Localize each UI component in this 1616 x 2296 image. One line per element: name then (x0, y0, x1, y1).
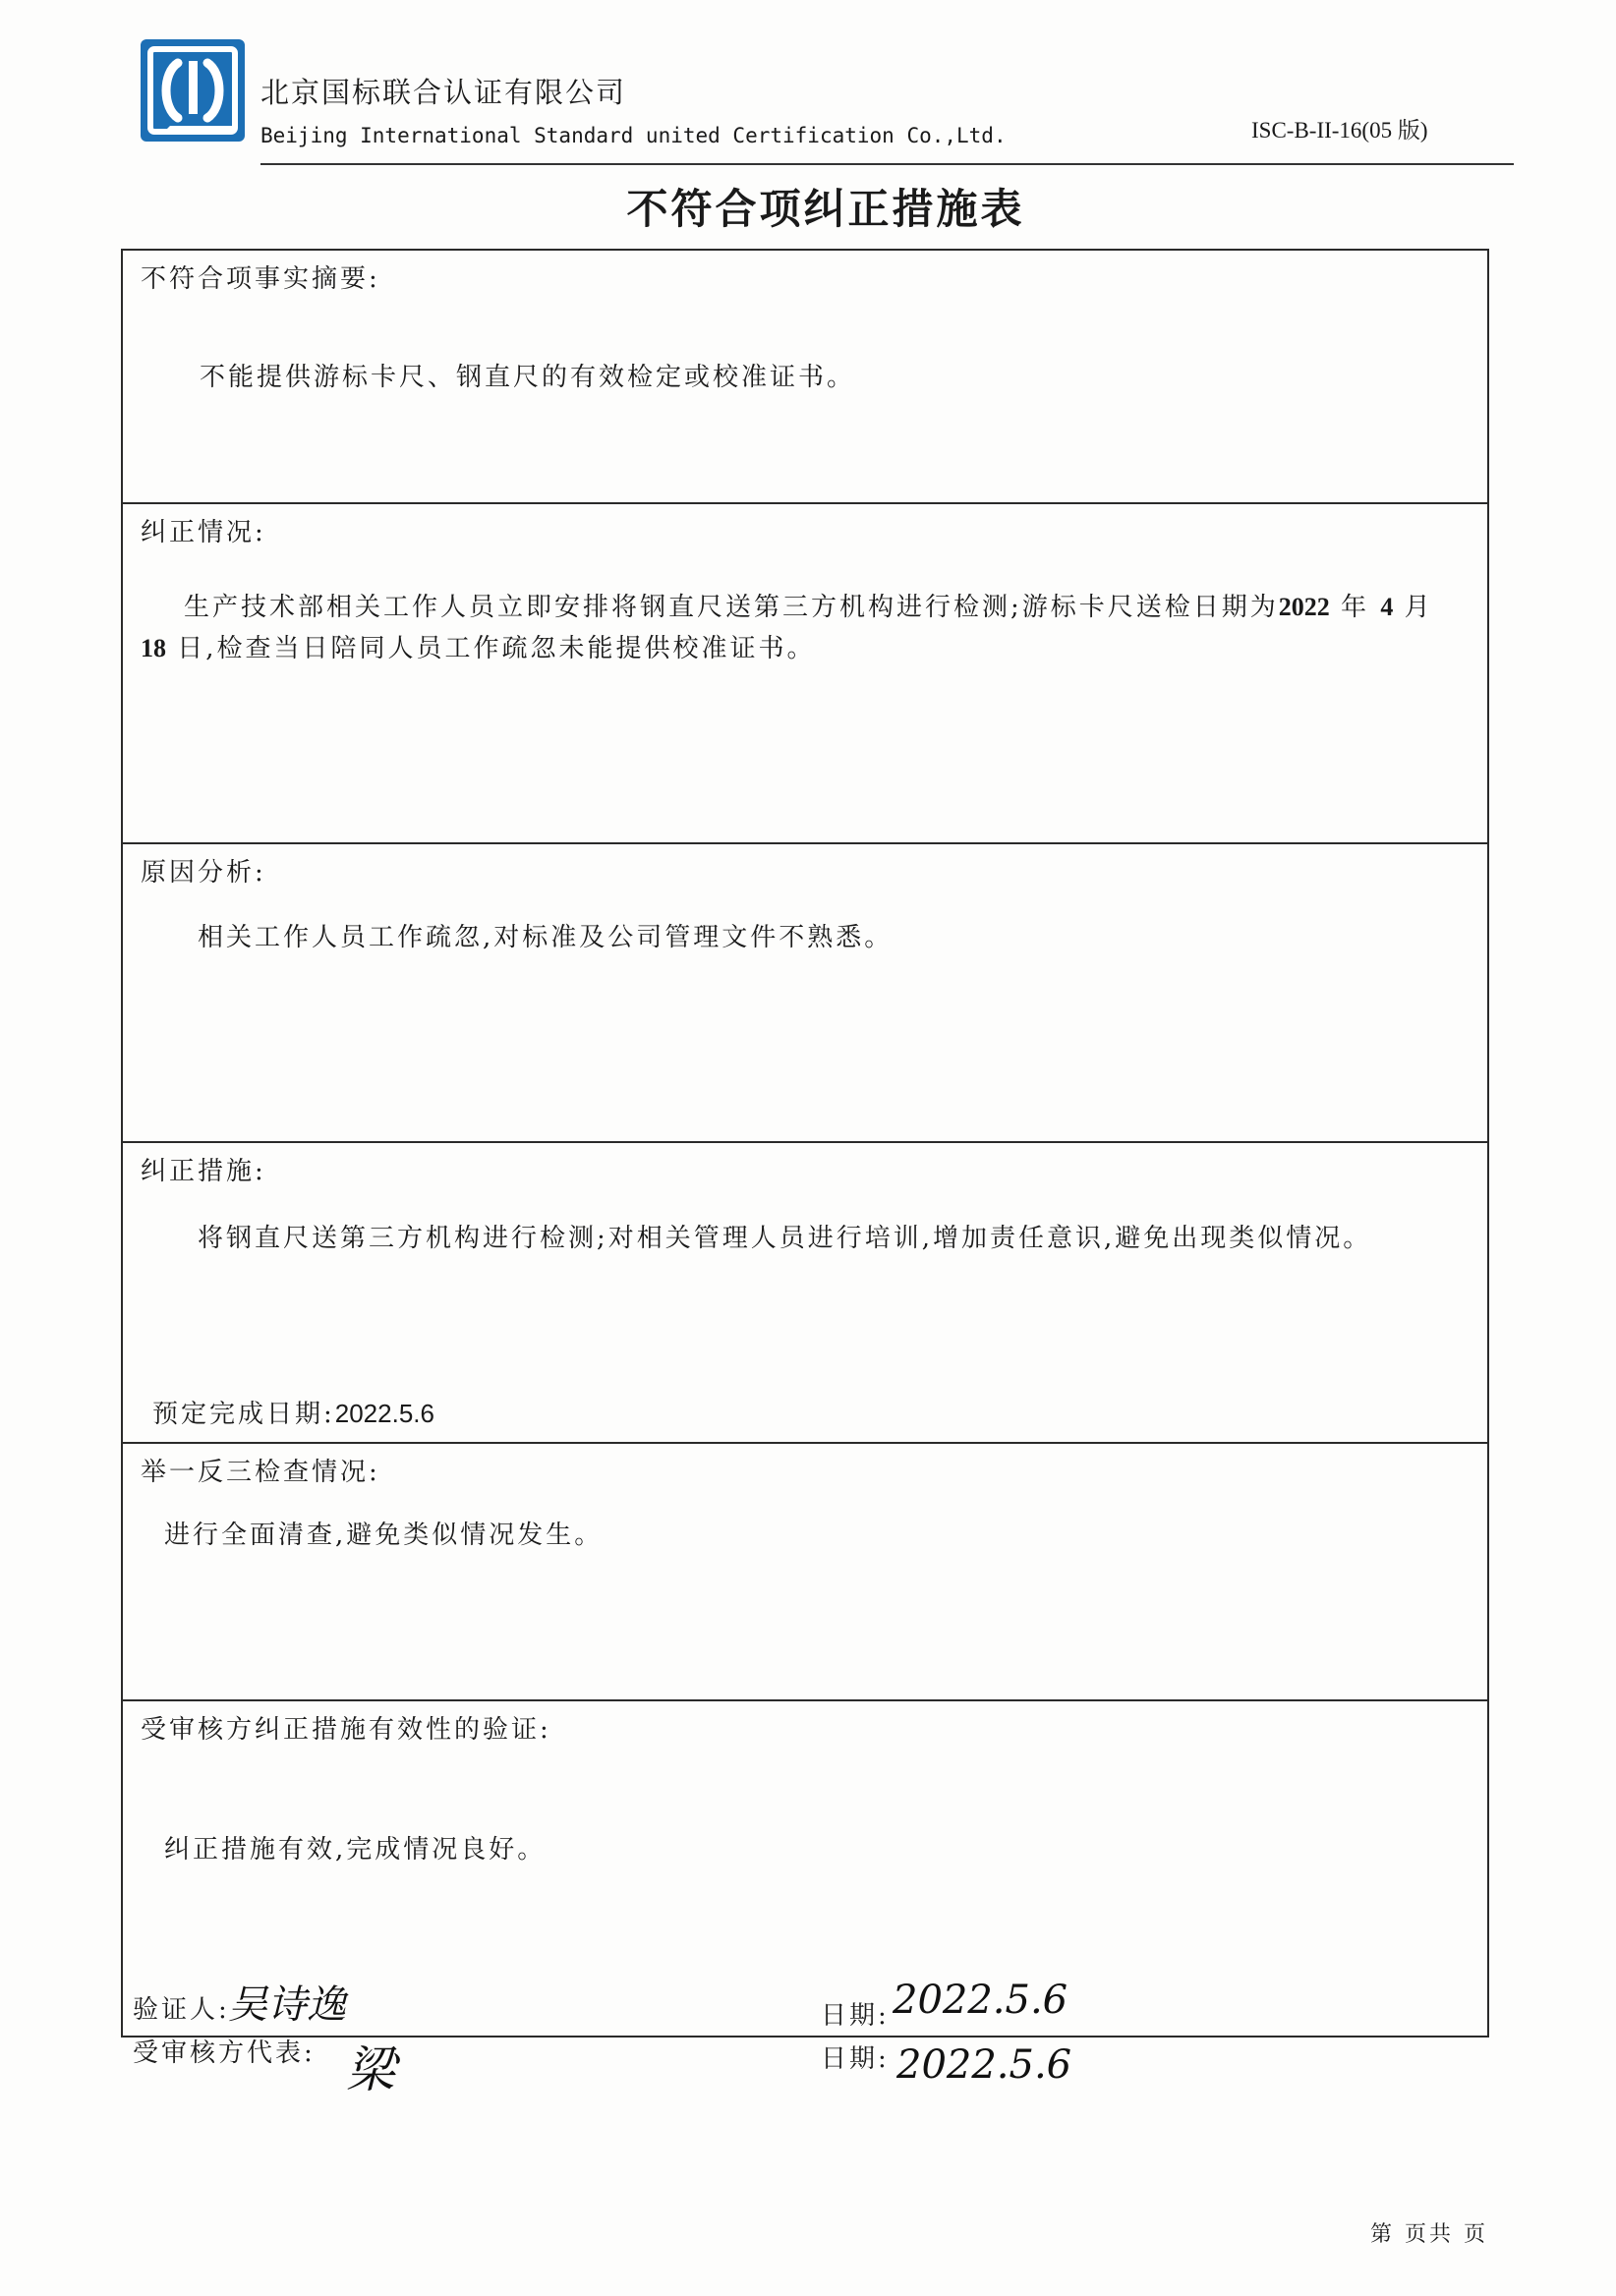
section-extended-check (123, 1444, 1487, 1701)
extended-check-text: 进行全面清查,避免类似情况发生。 (164, 1521, 604, 1550)
correction-status-text: 生产技术部相关工作人员立即安排将钢直尺送第三方机构进行检测;游标卡尺送检日期为2022 年 4 月 18 日,检查当日陪同人员工作疏忽未能提供校准证书。 (141, 593, 1433, 663)
cause-analysis-label: 原因分析: (141, 858, 266, 888)
company-name-en: Beijing International Standard united Certification Co.,Ltd. (260, 124, 1007, 147)
verifier-label: 验证人: (133, 1995, 230, 2025)
auditee-date-label: 日期: (821, 2044, 890, 2074)
company-name-cn: 北京国标联合认证有限公司 (260, 76, 627, 109)
section-corrective-action (123, 1143, 1487, 1444)
document-title: 不符合项纠正措施表 (626, 185, 1025, 233)
auditee-signature: 梁 (346, 2041, 395, 2098)
verifier-date: 2022.5.6 (893, 1978, 1068, 2023)
summary-text: 不能提供游标卡尺、钢直尺的有效检定或校准证书。 (200, 363, 856, 392)
verification-text: 纠正措施有效,完成情况良好。 (164, 1835, 547, 1865)
cause-analysis-text: 相关工作人员工作疏忽,对标准及公司管理文件不熟悉。 (198, 923, 894, 952)
auditee-date: 2022.5.6 (896, 2042, 1072, 2088)
form-code: ISC-B-II-16(05 版) (1251, 118, 1428, 143)
verifier-signature: 吴诗逸 (228, 1982, 346, 2028)
page-number: 第 页共 页 (1370, 2222, 1488, 2247)
summary-label: 不符合项事实摘要: (141, 264, 380, 294)
due-date: 预定完成日期:2022.5.6 (152, 1399, 434, 1429)
section-cause-analysis (123, 844, 1487, 1143)
auditee-label: 受审核方代表: (133, 2038, 316, 2068)
company-logo (141, 39, 249, 144)
verification-label: 受审核方纠正措施有效性的验证: (141, 1715, 551, 1745)
extended-check-label: 举一反三检查情况: (141, 1458, 380, 1487)
corrective-action-text: 将钢直尺送第三方机构进行检测;对相关管理人员进行培训,增加责任意识,避免出现类似情况。 (198, 1224, 1372, 1253)
corrective-action-table (121, 249, 1489, 2038)
verifier-date-label: 日期: (821, 2001, 890, 2031)
corrective-action-label: 纠正措施: (141, 1157, 266, 1186)
header-divider (260, 163, 1514, 165)
section-summary (123, 251, 1487, 504)
section-correction-status (123, 504, 1487, 844)
correction-status-label: 纠正情况: (141, 518, 266, 547)
